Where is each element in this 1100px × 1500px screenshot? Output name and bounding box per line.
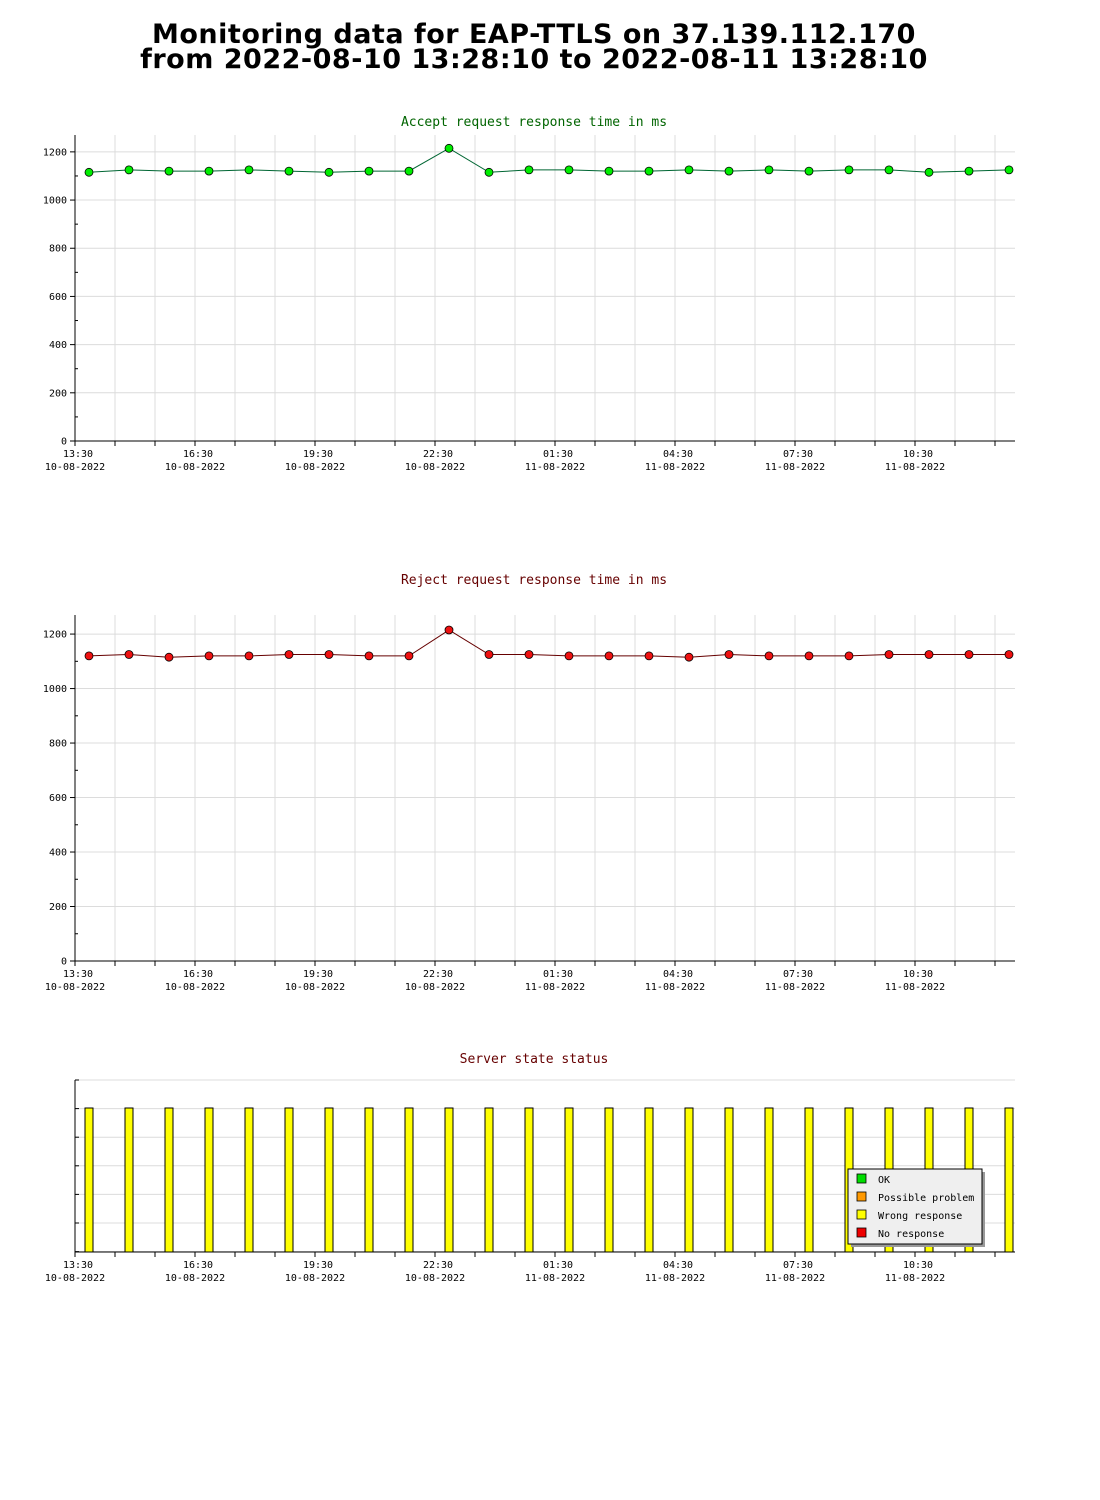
x-tick-label-date: 10-08-2022 xyxy=(284,1273,346,1284)
x-tick-label-date: 11-08-2022 xyxy=(764,462,826,473)
status-bar xyxy=(725,1108,733,1252)
y-tick-label: 1200 xyxy=(42,147,67,159)
data-point xyxy=(645,652,653,660)
x-tick-label-date: 11-08-2022 xyxy=(884,462,946,473)
data-point xyxy=(165,167,173,175)
x-tick-label-time: 16:30 xyxy=(182,449,214,460)
accept-response-chart xyxy=(0,105,1100,485)
data-point xyxy=(645,167,653,175)
x-tick-label-time: 07:30 xyxy=(782,449,814,460)
x-tick-label-time: 19:30 xyxy=(302,969,334,980)
legend-swatch xyxy=(857,1174,866,1183)
x-tick-label-date: 10-08-2022 xyxy=(404,982,466,993)
status-bar xyxy=(565,1108,573,1252)
legend-swatch xyxy=(857,1228,866,1237)
data-point xyxy=(245,652,253,660)
y-tick-label: 200 xyxy=(48,902,67,914)
data-point xyxy=(205,167,213,175)
x-tick-label-time: 13:30 xyxy=(62,449,94,460)
data-point xyxy=(205,652,213,660)
chart-title: Server state status xyxy=(459,1052,609,1067)
reject-response-chart xyxy=(0,563,1100,1003)
status-bar xyxy=(805,1108,813,1252)
x-tick-label-time: 07:30 xyxy=(782,1260,814,1271)
data-point xyxy=(605,652,613,660)
x-tick-label-time: 01:30 xyxy=(542,969,574,980)
page-title xyxy=(0,19,1068,75)
data-point xyxy=(405,167,413,175)
y-tick-label: 0 xyxy=(60,956,67,968)
status-bar xyxy=(685,1108,693,1252)
legend-label: OK xyxy=(878,1175,891,1186)
data-point xyxy=(565,652,573,660)
data-point xyxy=(485,168,493,176)
y-tick-label: 600 xyxy=(48,291,67,303)
x-tick-label-date: 11-08-2022 xyxy=(644,462,706,473)
data-point xyxy=(925,651,933,659)
x-tick-label-date: 10-08-2022 xyxy=(284,462,346,473)
server-state-chart xyxy=(0,1042,1100,1302)
data-point xyxy=(1005,651,1013,659)
chart-title: Accept request response time in ms xyxy=(400,115,668,130)
data-point xyxy=(1005,166,1013,174)
status-bar xyxy=(325,1108,333,1252)
y-tick-label: 1200 xyxy=(42,629,67,641)
data-point xyxy=(805,167,813,175)
legend-label: Possible problem xyxy=(878,1193,975,1204)
x-tick-label-time: 22:30 xyxy=(422,449,454,460)
data-point xyxy=(605,167,613,175)
x-tick-label-date: 11-08-2022 xyxy=(524,982,586,993)
status-bar xyxy=(245,1108,253,1252)
x-tick-label-time: 16:30 xyxy=(182,969,214,980)
x-tick-label-date: 10-08-2022 xyxy=(404,1273,466,1284)
x-tick-label-time: 04:30 xyxy=(662,449,694,460)
x-tick-label-time: 10:30 xyxy=(902,969,934,980)
data-point xyxy=(445,626,453,634)
x-tick-label-time: 22:30 xyxy=(422,969,454,980)
data-point xyxy=(365,652,373,660)
status-bar xyxy=(285,1108,293,1252)
x-tick-label-date: 11-08-2022 xyxy=(884,982,946,993)
x-tick-label-date: 11-08-2022 xyxy=(644,1273,706,1284)
data-point xyxy=(85,168,93,176)
legend-label: Wrong response xyxy=(878,1211,963,1222)
status-bar xyxy=(365,1108,373,1252)
data-point xyxy=(845,652,853,660)
data-point xyxy=(405,652,413,660)
x-tick-label-time: 01:30 xyxy=(542,1260,574,1271)
data-point xyxy=(325,168,333,176)
x-tick-label-time: 22:30 xyxy=(422,1260,454,1271)
data-point xyxy=(85,652,93,660)
status-bar xyxy=(1005,1108,1013,1252)
status-bar xyxy=(85,1108,93,1252)
legend-swatch xyxy=(857,1210,866,1219)
chart-title: Reject request response time in ms xyxy=(400,573,668,588)
data-point xyxy=(445,144,453,152)
status-bar xyxy=(405,1108,413,1252)
status-bar xyxy=(605,1108,613,1252)
status-bar xyxy=(125,1108,133,1252)
x-tick-label-date: 10-08-2022 xyxy=(164,982,226,993)
data-point xyxy=(725,167,733,175)
y-tick-label: 0 xyxy=(60,436,67,448)
y-tick-label: 1000 xyxy=(42,684,67,696)
x-tick-label-time: 04:30 xyxy=(662,1260,694,1271)
x-tick-label-date: 10-08-2022 xyxy=(44,462,106,473)
data-point xyxy=(485,651,493,659)
status-bar xyxy=(765,1108,773,1252)
x-tick-label-date: 10-08-2022 xyxy=(404,462,466,473)
y-tick-label: 800 xyxy=(48,738,67,750)
x-tick-label-time: 01:30 xyxy=(542,449,574,460)
x-tick-label-time: 19:30 xyxy=(302,449,334,460)
x-tick-label-time: 04:30 xyxy=(662,969,694,980)
y-tick-label: 1000 xyxy=(42,195,67,207)
data-point xyxy=(125,651,133,659)
data-point xyxy=(245,166,253,174)
x-tick-label-date: 11-08-2022 xyxy=(524,1273,586,1284)
x-tick-label-date: 11-08-2022 xyxy=(764,982,826,993)
data-point xyxy=(525,166,533,174)
y-tick-label: 400 xyxy=(48,340,67,352)
x-tick-label-time: 07:30 xyxy=(782,969,814,980)
data-point xyxy=(765,652,773,660)
data-point xyxy=(285,167,293,175)
x-tick-label-date: 11-08-2022 xyxy=(764,1273,826,1284)
data-point xyxy=(925,168,933,176)
data-point xyxy=(965,651,973,659)
data-point xyxy=(885,651,893,659)
data-point xyxy=(725,651,733,659)
x-tick-label-date: 10-08-2022 xyxy=(44,982,106,993)
x-tick-label-date: 10-08-2022 xyxy=(44,1273,106,1284)
data-point xyxy=(685,653,693,661)
data-point xyxy=(565,166,573,174)
x-tick-label-date: 11-08-2022 xyxy=(644,982,706,993)
status-bar xyxy=(645,1108,653,1252)
x-tick-label-date: 10-08-2022 xyxy=(164,462,226,473)
x-tick-label-time: 10:30 xyxy=(902,449,934,460)
data-point xyxy=(365,167,373,175)
x-tick-label-time: 19:30 xyxy=(302,1260,334,1271)
y-tick-label: 200 xyxy=(48,388,67,400)
x-tick-label-time: 13:30 xyxy=(62,1260,94,1271)
status-bar xyxy=(485,1108,493,1252)
data-point xyxy=(325,651,333,659)
status-bar xyxy=(205,1108,213,1252)
x-tick-label-time: 10:30 xyxy=(902,1260,934,1271)
x-tick-label-date: 11-08-2022 xyxy=(524,462,586,473)
data-point xyxy=(805,652,813,660)
x-tick-label-date: 11-08-2022 xyxy=(884,1273,946,1284)
x-tick-label-time: 16:30 xyxy=(182,1260,214,1271)
data-point xyxy=(165,653,173,661)
x-tick-label-date: 10-08-2022 xyxy=(284,982,346,993)
y-tick-label: 600 xyxy=(48,793,67,805)
page-title-line-2: from 2022-08-10 13:28:10 to 2022-08-11 13:28:10 xyxy=(140,44,928,75)
data-point xyxy=(125,166,133,174)
status-bar xyxy=(165,1108,173,1252)
data-point xyxy=(965,167,973,175)
data-point xyxy=(285,651,293,659)
data-point xyxy=(765,166,773,174)
page-title-line-1: Monitoring data for EAP-TTLS on 37.139.112.170 xyxy=(152,19,916,50)
data-point xyxy=(845,166,853,174)
legend-label: No response xyxy=(878,1229,945,1240)
legend-swatch xyxy=(857,1192,866,1201)
data-point xyxy=(685,166,693,174)
x-tick-label-date: 10-08-2022 xyxy=(164,1273,226,1284)
y-tick-label: 800 xyxy=(48,243,67,255)
x-tick-label-time: 13:30 xyxy=(62,969,94,980)
data-point xyxy=(885,166,893,174)
data-point xyxy=(525,651,533,659)
status-bar xyxy=(525,1108,533,1252)
y-tick-label: 400 xyxy=(48,847,67,859)
status-bar xyxy=(445,1108,453,1252)
